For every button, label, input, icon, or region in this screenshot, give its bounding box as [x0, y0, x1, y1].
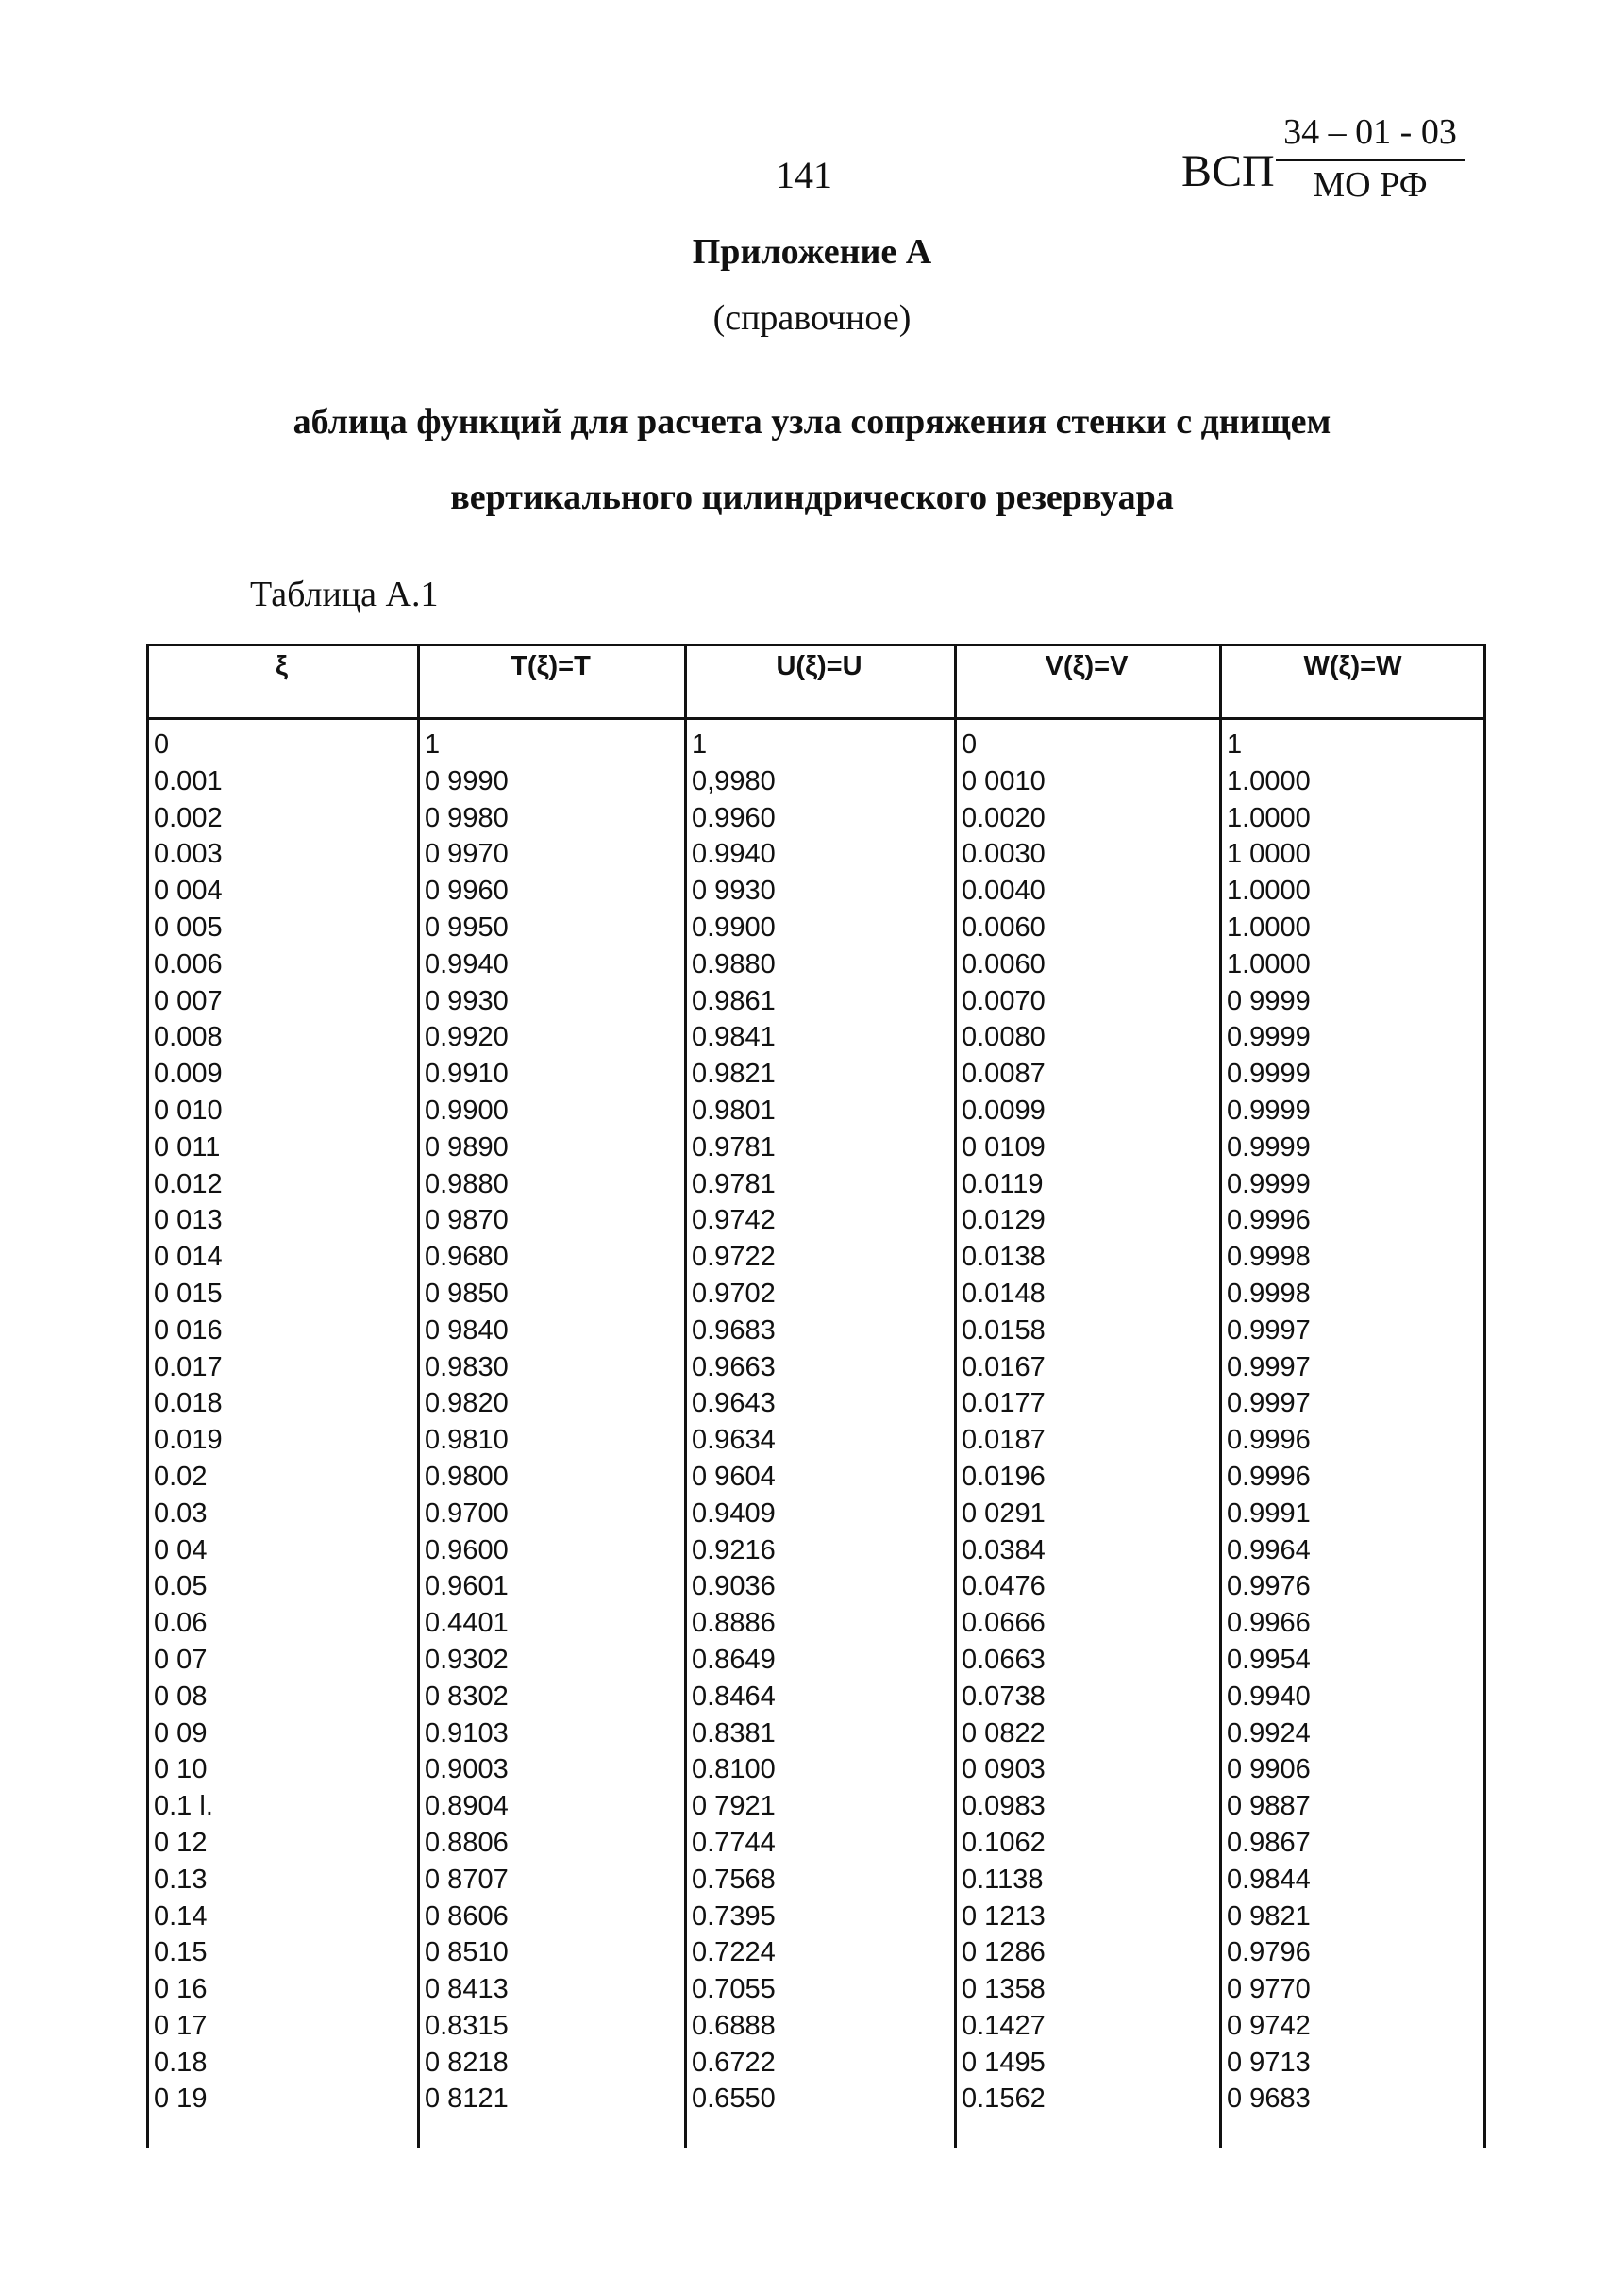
appendix-subtitle: (справочное) — [712, 298, 912, 338]
cell-u: 0.8649 — [692, 1644, 776, 1675]
cell-u: 0.9861 — [692, 985, 776, 1016]
cell-t: 0.9820 — [425, 1388, 509, 1419]
cell-u: 0.9702 — [692, 1278, 776, 1309]
cell-t: 0 8302 — [425, 1681, 509, 1712]
cell-u: 0.9841 — [692, 1022, 776, 1053]
cell-xi: 0.019 — [154, 1425, 223, 1456]
cell-u: 0.9781 — [692, 1131, 776, 1163]
cell-w: 0.9999 — [1227, 1168, 1311, 1199]
cell-xi: 0 014 — [154, 1242, 223, 1273]
cell-xi: 0.03 — [154, 1497, 208, 1529]
cell-t: 0.8315 — [425, 2010, 509, 2041]
cell-v: 0.0983 — [962, 1791, 1046, 1822]
cell-w: 0.9796 — [1227, 1937, 1311, 1968]
cell-v: 0.1427 — [962, 2010, 1046, 2041]
cell-w: 0.9997 — [1227, 1314, 1311, 1346]
table-row — [146, 1385, 1486, 1422]
cell-xi: 0 016 — [154, 1314, 223, 1346]
cell-t: 0 9930 — [425, 985, 509, 1016]
function-table — [146, 644, 1486, 2148]
table-row — [146, 1679, 1486, 1715]
cell-v: 0.0040 — [962, 876, 1046, 907]
cell-u: 0.6888 — [692, 2010, 776, 2041]
cell-xi: 0.002 — [154, 802, 223, 833]
cell-v: 0 — [962, 729, 978, 760]
cell-u: 0,9980 — [692, 765, 776, 796]
table-row — [146, 1276, 1486, 1313]
cell-u: 0.7568 — [692, 1864, 776, 1895]
cell-u: 0.9683 — [692, 1314, 776, 1346]
cell-v: 0 0291 — [962, 1497, 1046, 1529]
cell-v: 0.0119 — [962, 1168, 1044, 1199]
cell-t: 0.9302 — [425, 1644, 509, 1675]
cell-xi: 0.017 — [154, 1351, 223, 1382]
cell-v: 0 1358 — [962, 1974, 1046, 2005]
cell-w: 0 9713 — [1227, 2047, 1311, 2078]
cell-u: 0.7224 — [692, 1937, 776, 1968]
table-row — [146, 1605, 1486, 1642]
cell-u: 0.9742 — [692, 1205, 776, 1236]
table-row — [146, 1166, 1486, 1203]
cell-u: 0.9663 — [692, 1351, 776, 1382]
cell-xi: 0 08 — [154, 1681, 208, 1712]
cell-u: 0.9960 — [692, 802, 776, 833]
table-header-row — [146, 644, 1486, 717]
table-row — [146, 1129, 1486, 1166]
table-row — [146, 1239, 1486, 1276]
cell-t: 0.4401 — [425, 1608, 509, 1639]
cell-v: 0.0384 — [962, 1534, 1046, 1565]
cell-t: 0.9600 — [425, 1534, 509, 1565]
cell-xi: 0.003 — [154, 839, 223, 870]
cell-w: 0.9966 — [1227, 1608, 1311, 1639]
cell-xi: 0 12 — [154, 1827, 208, 1858]
cell-t: 0.9601 — [425, 1571, 509, 1602]
cell-w: 0.9940 — [1227, 1681, 1311, 1712]
fraction-bar — [1276, 159, 1465, 161]
cell-w: 0 9821 — [1227, 1900, 1311, 1932]
cell-w: 0.9999 — [1227, 1095, 1311, 1126]
cell-xi: 0 07 — [154, 1644, 208, 1675]
cell-v: 0.0087 — [962, 1059, 1046, 1090]
cell-u: 0 7921 — [692, 1791, 776, 1822]
table-row — [146, 1093, 1486, 1129]
table-row — [146, 1862, 1486, 1899]
cell-xi: 0 011 — [154, 1131, 221, 1163]
cell-v: 0 0822 — [962, 1717, 1046, 1748]
document-code-number: 34 – 01 - 03 — [1283, 112, 1457, 152]
cell-t: 0.8806 — [425, 1827, 509, 1858]
column-header-u: U(ξ)=U — [776, 651, 862, 681]
cell-u: 0.8886 — [692, 1608, 776, 1639]
table-row — [146, 1496, 1486, 1532]
cell-t: 0 9980 — [425, 802, 509, 833]
cell-t: 0.9103 — [425, 1717, 509, 1748]
cell-xi: 0 09 — [154, 1717, 208, 1748]
cell-t: 0.9003 — [425, 1754, 509, 1785]
cell-t: 0 9840 — [425, 1314, 509, 1346]
table-row — [146, 946, 1486, 983]
cell-t: 0.9920 — [425, 1022, 509, 1053]
cell-v: 0 1213 — [962, 1900, 1046, 1932]
cell-xi: 0.14 — [154, 1900, 208, 1932]
cell-u: 0.7055 — [692, 1974, 776, 2005]
table-row — [146, 873, 1486, 910]
table-row — [146, 1422, 1486, 1459]
cell-u: 0.9722 — [692, 1242, 776, 1273]
cell-v: 0 0010 — [962, 765, 1046, 796]
cell-xi: 0 19 — [154, 2083, 208, 2115]
cell-u: 0.8100 — [692, 1754, 776, 1785]
cell-xi: 0 013 — [154, 1205, 223, 1236]
table-row — [146, 763, 1486, 800]
cell-u: 0.9940 — [692, 839, 776, 870]
cell-u: 0.9036 — [692, 1571, 776, 1602]
cell-u: 1 — [692, 729, 708, 760]
cell-w: 0.9998 — [1227, 1278, 1311, 1309]
cell-w: 0 9683 — [1227, 2083, 1311, 2115]
table-row — [146, 1459, 1486, 1496]
cell-t: 0.8904 — [425, 1791, 509, 1822]
cell-xi: 0 007 — [154, 985, 223, 1016]
cell-u: 0.6722 — [692, 2047, 776, 2078]
cell-w: 0.9997 — [1227, 1388, 1311, 1419]
cell-w: 1.0000 — [1227, 765, 1311, 796]
cell-xi: 0.15 — [154, 1937, 208, 1968]
table-row — [146, 2045, 1486, 2082]
cell-w: 0 9770 — [1227, 1974, 1311, 2005]
table-row — [146, 1019, 1486, 1056]
column-header-t: T(ξ)=T — [511, 651, 591, 681]
cell-v: 0.0476 — [962, 1571, 1046, 1602]
table-row — [146, 1642, 1486, 1679]
cell-xi: 0 004 — [154, 876, 223, 907]
cell-t: 0 8606 — [425, 1900, 509, 1932]
cell-t: 0 8413 — [425, 1974, 509, 2005]
cell-t: 0.9680 — [425, 1242, 509, 1273]
column-header-v: V(ξ)=V — [1045, 651, 1129, 681]
cell-w: 1.0000 — [1227, 912, 1311, 943]
cell-u: 0 9604 — [692, 1461, 776, 1492]
table-row — [146, 836, 1486, 873]
cell-t: 0 8121 — [425, 2083, 509, 2115]
table-label: Таблица А.1 — [250, 575, 439, 614]
cell-u: 0.9900 — [692, 912, 776, 943]
cell-v: 0.1138 — [962, 1864, 1044, 1895]
cell-v: 0.0148 — [962, 1278, 1046, 1309]
table-row — [146, 727, 1486, 763]
cell-w: 0.9996 — [1227, 1205, 1311, 1236]
cell-w: 0.9996 — [1227, 1461, 1311, 1492]
cell-t: 0.9880 — [425, 1168, 509, 1199]
cell-w: 1 0000 — [1227, 839, 1311, 870]
cell-v: 0.0030 — [962, 839, 1046, 870]
table-row — [146, 1934, 1486, 1971]
cell-xi: 0 — [154, 729, 170, 760]
cell-w: 0 9906 — [1227, 1754, 1311, 1785]
cell-xi: 0.06 — [154, 1608, 208, 1639]
cell-t: 0 9850 — [425, 1278, 509, 1309]
cell-u: 0.7395 — [692, 1900, 776, 1932]
cell-xi: 0 005 — [154, 912, 223, 943]
document-code — [1181, 111, 1465, 215]
cell-v: 0.1562 — [962, 2083, 1046, 2115]
cell-u: 0.9821 — [692, 1059, 776, 1090]
cell-w: 0.9991 — [1227, 1497, 1311, 1529]
cell-v: 0.0080 — [962, 1022, 1046, 1053]
cell-xi: 0 17 — [154, 2010, 208, 2041]
cell-u: 0.6550 — [692, 2083, 776, 2115]
cell-t: 0 9970 — [425, 839, 509, 870]
cell-u: 0.9409 — [692, 1497, 776, 1529]
cell-w: 0.9998 — [1227, 1242, 1311, 1273]
cell-v: 0.0738 — [962, 1681, 1046, 1712]
cell-w: 0.9997 — [1227, 1351, 1311, 1382]
cell-w: 0.9867 — [1227, 1827, 1311, 1858]
cell-u: 0.9634 — [692, 1425, 776, 1456]
table-header-divider — [146, 717, 1486, 720]
table-row — [146, 1568, 1486, 1605]
cell-xi: 0 010 — [154, 1095, 223, 1126]
cell-u: 0.8464 — [692, 1681, 776, 1712]
cell-w: 0.9996 — [1227, 1425, 1311, 1456]
document-code-organization: МО РФ — [1313, 165, 1428, 205]
cell-w: 0.9999 — [1227, 1131, 1311, 1163]
table-heading-line-1: аблица функций для расчета узла сопряжения стенки с днищем — [293, 402, 1331, 442]
cell-u: 0.7744 — [692, 1827, 776, 1858]
cell-xi: 0.05 — [154, 1571, 208, 1602]
cell-v: 0 0109 — [962, 1131, 1046, 1163]
cell-xi: 0 015 — [154, 1278, 223, 1309]
cell-w: 0.9844 — [1227, 1864, 1311, 1895]
cell-v: 0.0060 — [962, 912, 1046, 943]
cell-u: 0.9880 — [692, 948, 776, 979]
cell-t: 0 8510 — [425, 1937, 509, 1968]
cell-w: 0 9999 — [1227, 985, 1311, 1016]
cell-w: 1.0000 — [1227, 876, 1311, 907]
cell-w: 0 9887 — [1227, 1791, 1311, 1822]
table-row — [146, 1751, 1486, 1788]
cell-xi: 0.012 — [154, 1168, 223, 1199]
cell-w: 0 9742 — [1227, 2010, 1311, 2041]
cell-u: 0 9930 — [692, 876, 776, 907]
cell-t: 0.9700 — [425, 1497, 509, 1529]
document-code-prefix: ВСП — [1181, 146, 1275, 196]
cell-v: 0.0666 — [962, 1608, 1046, 1639]
cell-u: 0.9643 — [692, 1388, 776, 1419]
page-number: 141 — [776, 154, 832, 196]
cell-v: 0.0187 — [962, 1425, 1046, 1456]
cell-v: 0.0020 — [962, 802, 1046, 833]
cell-v: 0.0060 — [962, 948, 1046, 979]
cell-xi: 0.13 — [154, 1864, 208, 1895]
cell-v: 0.0177 — [962, 1388, 1046, 1419]
cell-xi: 0.009 — [154, 1059, 223, 1090]
cell-u: 0.9216 — [692, 1534, 776, 1565]
table-body — [146, 727, 1486, 2117]
cell-xi: 0.018 — [154, 1388, 223, 1419]
cell-u: 0.8381 — [692, 1717, 776, 1748]
table-row — [146, 1899, 1486, 1935]
cell-v: 0.0196 — [962, 1461, 1046, 1492]
cell-w: 1.0000 — [1227, 802, 1311, 833]
table-row — [146, 983, 1486, 1020]
cell-w: 0.9954 — [1227, 1644, 1311, 1675]
cell-w: 0.9999 — [1227, 1022, 1311, 1053]
table-row — [146, 1349, 1486, 1386]
cell-u: 0.9801 — [692, 1095, 776, 1126]
cell-t: 0 9890 — [425, 1131, 509, 1163]
cell-t: 0 9960 — [425, 876, 509, 907]
cell-xi: 0.18 — [154, 2047, 208, 2078]
table-row — [146, 2081, 1486, 2117]
cell-v: 0.0663 — [962, 1644, 1046, 1675]
cell-t: 0 9870 — [425, 1205, 509, 1236]
cell-xi: 0 16 — [154, 1974, 208, 2005]
cell-v: 0.0070 — [962, 985, 1046, 1016]
table-heading-line-2: вертикального цилиндрического резервуара — [450, 477, 1174, 517]
column-header-w: W(ξ)=W — [1303, 651, 1402, 681]
table-row — [146, 1788, 1486, 1825]
cell-v: 0 1286 — [962, 1937, 1046, 1968]
cell-v: 0.0138 — [962, 1242, 1046, 1273]
cell-w: 0.9924 — [1227, 1717, 1311, 1748]
cell-v: 0.0129 — [962, 1205, 1046, 1236]
cell-t: 0 9990 — [425, 765, 509, 796]
table-row — [146, 1313, 1486, 1349]
cell-v: 0.0158 — [962, 1314, 1046, 1346]
table-row — [146, 910, 1486, 946]
table-row — [146, 1971, 1486, 2008]
table-row — [146, 800, 1486, 837]
cell-v: 0.0099 — [962, 1095, 1046, 1126]
cell-xi: 0.006 — [154, 948, 223, 979]
table-row — [146, 1715, 1486, 1752]
column-header-xi: ξ — [276, 651, 288, 681]
cell-w: 0.9999 — [1227, 1059, 1311, 1090]
cell-xi: 0 10 — [154, 1754, 208, 1785]
cell-w: 0.9976 — [1227, 1571, 1311, 1602]
cell-xi: 0 04 — [154, 1534, 208, 1565]
cell-t: 0 9950 — [425, 912, 509, 943]
cell-t: 0.9910 — [425, 1059, 509, 1090]
cell-xi: 0.1 l. — [154, 1791, 213, 1822]
table-row — [146, 1202, 1486, 1239]
cell-t: 0.9940 — [425, 948, 509, 979]
cell-t: 0 8218 — [425, 2047, 509, 2078]
cell-xi: 0.02 — [154, 1461, 208, 1492]
table-row — [146, 1532, 1486, 1569]
cell-xi: 0.001 — [154, 765, 223, 796]
cell-v: 0.0167 — [962, 1351, 1046, 1382]
cell-w: 0.9964 — [1227, 1534, 1311, 1565]
table-row — [146, 2008, 1486, 2045]
table-row — [146, 1056, 1486, 1093]
table-row — [146, 1825, 1486, 1862]
cell-t: 1 — [425, 729, 441, 760]
cell-w: 1 — [1227, 729, 1243, 760]
cell-v: 0 0903 — [962, 1754, 1046, 1785]
cell-t: 0.9900 — [425, 1095, 509, 1126]
cell-t: 0.9800 — [425, 1461, 509, 1492]
cell-v: 0 1495 — [962, 2047, 1046, 2078]
cell-v: 0.1062 — [962, 1827, 1046, 1858]
cell-t: 0 8707 — [425, 1864, 509, 1895]
cell-u: 0.9781 — [692, 1168, 776, 1199]
cell-xi: 0.008 — [154, 1022, 223, 1053]
cell-t: 0.9830 — [425, 1351, 509, 1382]
cell-t: 0.9810 — [425, 1425, 509, 1456]
cell-w: 1.0000 — [1227, 948, 1311, 979]
appendix-title: Приложение А — [692, 232, 932, 272]
